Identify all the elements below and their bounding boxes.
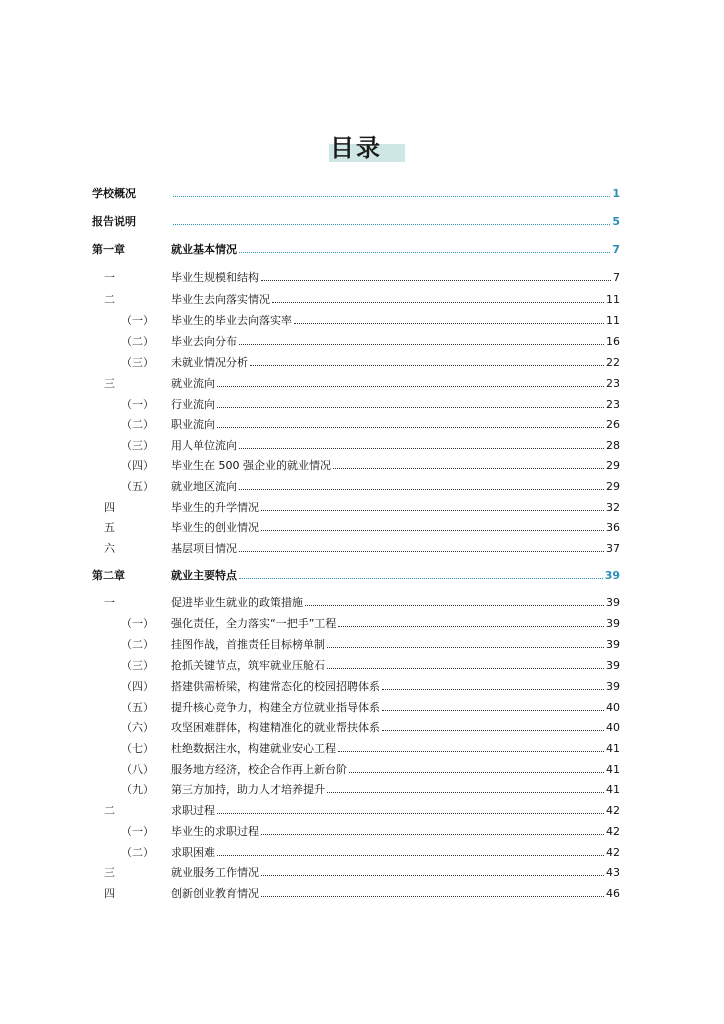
toc-entry-page: 39	[606, 638, 620, 651]
toc-entry[interactable]	[0, 291, 724, 309]
toc-leader-dots	[327, 792, 604, 793]
toc-leader-dots	[261, 510, 604, 511]
toc-entry-label: 毕业生在 500 强企业的就业情况	[171, 459, 331, 472]
toc-entry-label: 就业基本情况	[171, 243, 237, 256]
toc-entry-page: 40	[606, 721, 620, 734]
toc-entry-number: （三）	[121, 659, 154, 672]
toc-entry[interactable]	[0, 678, 724, 696]
toc-entry[interactable]	[0, 761, 724, 779]
toc-entry-line	[171, 213, 620, 231]
toc-entry-number: （四）	[121, 459, 154, 472]
toc-entry[interactable]	[0, 375, 724, 393]
toc-entry-line	[171, 864, 620, 882]
toc-entry[interactable]	[0, 333, 724, 351]
toc-entry-number: （一）	[121, 617, 154, 630]
toc-entry-page: 23	[606, 398, 620, 411]
toc-entry[interactable]	[0, 354, 724, 372]
toc-entry-label: 挂图作战，首推责任目标榜单制	[171, 638, 325, 651]
toc-leader-dots	[239, 448, 604, 449]
toc-entry-number: 一	[104, 271, 115, 284]
toc-entry-number: 六	[104, 542, 115, 555]
toc-entry-number: （一）	[121, 825, 154, 838]
toc-entry-line	[171, 615, 620, 633]
toc-entry-label: 抢抓关键节点，筑牢就业压舱石	[171, 659, 325, 672]
toc-leader-dots	[338, 626, 604, 627]
toc-title-wrap	[0, 128, 724, 164]
toc-leader-dots	[250, 365, 604, 366]
toc-leader-dots	[261, 530, 604, 531]
toc-entry-page: 42	[606, 825, 620, 838]
toc-entry-number: 四	[104, 887, 115, 900]
toc-leader-dots	[261, 875, 604, 876]
toc-entry-number: （四）	[121, 680, 154, 693]
toc-entry[interactable]	[0, 781, 724, 799]
toc-entry[interactable]	[0, 416, 724, 434]
toc-entry-label: 搭建供需桥梁，构建常态化的校园招聘体系	[171, 680, 380, 693]
toc-entry-page: 36	[606, 521, 620, 534]
toc-entry-page: 39	[606, 659, 620, 672]
toc-entry-page: 23	[606, 377, 620, 390]
toc-entry-number: （一）	[121, 398, 154, 411]
toc-entry[interactable]	[0, 594, 724, 612]
toc-entry-page: 7	[612, 243, 620, 256]
toc-entry-label: 行业流向	[171, 398, 215, 411]
toc-entry[interactable]	[0, 499, 724, 517]
toc-entry-page: 39	[604, 569, 620, 582]
toc-entry-number: 二	[104, 293, 115, 306]
toc-entry-label: 毕业生的升学情况	[171, 501, 259, 514]
toc-entry-page: 11	[606, 293, 620, 306]
toc-entry-line	[171, 844, 620, 862]
toc-entry-number: 二	[104, 804, 115, 817]
toc-entry[interactable]	[0, 567, 724, 585]
toc-leader-dots	[261, 834, 604, 835]
toc-leader-dots	[382, 689, 604, 690]
toc-entry-number: （二）	[121, 638, 154, 651]
toc-entry-number: 学校概况	[92, 187, 136, 200]
toc-entry-label: 用人单位流向	[171, 439, 237, 452]
toc-entry-page: 1	[612, 187, 620, 200]
toc-entry-number: （二）	[121, 846, 154, 859]
toc-entry-page: 11	[606, 314, 620, 327]
toc-entry-label: 职业流向	[171, 418, 215, 431]
toc-entry-line	[171, 636, 620, 654]
toc-entry-page: 43	[606, 866, 620, 879]
toc-entry[interactable]	[0, 885, 724, 903]
toc-entry-page: 39	[606, 596, 620, 609]
toc-leader-dots	[327, 668, 604, 669]
toc-entry-page: 46	[606, 887, 620, 900]
toc-entry[interactable]	[0, 185, 724, 203]
toc-entry-line	[171, 719, 620, 737]
toc-entry-label: 杜绝数据注水，构建就业安心工程	[171, 742, 336, 755]
toc-entry-line	[171, 540, 620, 558]
toc-entry-page: 29	[606, 459, 620, 472]
toc-entry-label: 求职过程	[171, 804, 215, 817]
toc-entry-label: 攻坚困难群体，构建精准化的就业帮扶体系	[171, 721, 380, 734]
toc-entry-number: 五	[104, 521, 115, 534]
toc-entry-line	[171, 478, 620, 496]
toc-leader-dots	[239, 489, 604, 490]
toc-entry[interactable]	[0, 478, 724, 496]
toc-entry[interactable]	[0, 213, 724, 231]
toc-entry-label: 毕业生规模和结构	[171, 271, 259, 284]
toc-entry-number: 一	[104, 596, 115, 609]
toc-leader-dots	[239, 551, 604, 552]
toc-entry-line	[171, 802, 620, 820]
toc-entry-line	[171, 396, 620, 414]
toc-entry-label: 就业服务工作情况	[171, 866, 259, 879]
toc-entry-label: 第三方加持，助力人才培养提升	[171, 783, 325, 796]
toc-leader-dots	[349, 772, 604, 773]
toc-entry-number: （二）	[121, 418, 154, 431]
toc-entry-number: 三	[104, 866, 115, 879]
toc-entry-page: 5	[612, 215, 620, 228]
toc-entry[interactable]	[0, 437, 724, 455]
toc-leader-dots	[382, 730, 604, 731]
toc-entry-number: （八）	[121, 763, 154, 776]
toc-entry-number: 三	[104, 377, 115, 390]
toc-leader-dots	[217, 386, 604, 387]
toc-entry-line	[171, 375, 620, 393]
toc-entry-page: 26	[606, 418, 620, 431]
toc-entry[interactable]	[0, 457, 724, 475]
toc-entry-page: 42	[606, 846, 620, 859]
toc-entry-line	[171, 567, 620, 585]
toc-entry[interactable]	[0, 864, 724, 882]
toc-entry-line	[171, 740, 620, 758]
toc-entry-label: 毕业生的创业情况	[171, 521, 259, 534]
toc-leader-dots	[333, 468, 604, 469]
toc-entry-number: （一）	[121, 314, 154, 327]
toc-entry-page: 41	[606, 763, 620, 776]
toc-entry-label: 提升核心竞争力，构建全方位就业指导体系	[171, 701, 380, 714]
page-title: 目录	[330, 134, 382, 162]
toc-entry[interactable]	[0, 615, 724, 633]
toc-entry-label: 毕业生去向落实情况	[171, 293, 270, 306]
toc-leader-dots	[338, 751, 604, 752]
toc-entry-page: 37	[606, 542, 620, 555]
toc-entry-line	[171, 185, 620, 203]
toc-entry[interactable]	[0, 396, 724, 414]
toc-entry-label: 创新创业教育情况	[171, 887, 259, 900]
toc-entry-page: 41	[606, 783, 620, 796]
toc-leader-dots	[217, 855, 604, 856]
toc-entry-line	[171, 885, 620, 903]
toc-entry-line	[171, 594, 620, 612]
toc-leader-dots	[382, 710, 604, 711]
toc-entry[interactable]	[0, 540, 724, 558]
toc-leader-dots	[327, 647, 604, 648]
toc-entry-line	[171, 312, 620, 330]
toc-entry-label: 未就业情况分析	[171, 356, 248, 369]
toc-entry-label: 毕业生的毕业去向落实率	[171, 314, 292, 327]
toc-entry-line	[171, 499, 620, 517]
toc-leader-dots	[294, 323, 604, 324]
toc-entry-line	[171, 699, 620, 717]
toc-entry-number: 第二章	[92, 569, 125, 582]
toc-entry-line	[171, 354, 620, 372]
toc-entry-label: 就业流向	[171, 377, 215, 390]
toc-leader-dots	[217, 407, 604, 408]
toc-entry-page: 41	[606, 742, 620, 755]
toc-entry-label: 促进毕业生就业的政策措施	[171, 596, 303, 609]
toc-entry-line	[171, 519, 620, 537]
toc-entry-label: 毕业去向分布	[171, 335, 237, 348]
toc-entry-label: 就业地区流向	[171, 480, 237, 493]
toc-entry[interactable]	[0, 719, 724, 737]
toc-leader-dots	[217, 427, 604, 428]
toc-entry-line	[171, 657, 620, 675]
toc-entry[interactable]	[0, 269, 724, 287]
toc-entry-number: （七）	[121, 742, 154, 755]
toc-entry-page: 40	[606, 701, 620, 714]
toc-entry-line	[171, 241, 620, 259]
toc-entry-line	[171, 823, 620, 841]
toc-entry-number: （三）	[121, 356, 154, 369]
toc-entry-page: 7	[613, 271, 620, 284]
toc-entry-line	[171, 291, 620, 309]
toc-entry-page: 28	[606, 439, 620, 452]
toc-entry-line	[171, 761, 620, 779]
toc-entry[interactable]	[0, 312, 724, 330]
toc-entry-number: 报告说明	[92, 215, 136, 228]
toc-entry[interactable]	[0, 823, 724, 841]
toc-leader-dots	[305, 605, 604, 606]
toc-leader-dots	[239, 252, 610, 253]
toc-entry[interactable]	[0, 636, 724, 654]
toc-leader-dots	[173, 196, 610, 197]
toc-entry-page: 16	[606, 335, 620, 348]
toc-entry-label: 基层项目情况	[171, 542, 237, 555]
toc-entry-number: （六）	[121, 721, 154, 734]
toc-entry-number: 四	[104, 501, 115, 514]
toc-entry-page: 22	[606, 356, 620, 369]
toc-entry-line	[171, 269, 620, 287]
toc-entry[interactable]	[0, 802, 724, 820]
toc-entry-page: 42	[606, 804, 620, 817]
toc-entry-page: 39	[606, 617, 620, 630]
toc-entry-line	[171, 437, 620, 455]
toc-entry-line	[171, 333, 620, 351]
toc-leader-dots	[239, 344, 604, 345]
toc-entry-line	[171, 781, 620, 799]
toc-entry-number: （九）	[121, 783, 154, 796]
toc-entry[interactable]	[0, 657, 724, 675]
toc-entry-number: （五）	[121, 701, 154, 714]
toc-entry-line	[171, 678, 620, 696]
toc-leader-dots	[261, 280, 611, 281]
toc-leader-dots	[261, 896, 604, 897]
toc-entry-line	[171, 457, 620, 475]
toc-entry[interactable]	[0, 740, 724, 758]
toc-entry-number: （三）	[121, 439, 154, 452]
toc-leader-dots	[173, 224, 610, 225]
toc-leader-dots	[272, 302, 604, 303]
toc-entry-page: 32	[606, 501, 620, 514]
toc-entry[interactable]	[0, 699, 724, 717]
toc-entry-label: 就业主要特点	[171, 569, 237, 582]
toc-entry-page: 39	[606, 680, 620, 693]
toc-entry-page: 29	[606, 480, 620, 493]
toc-entry[interactable]	[0, 519, 724, 537]
toc-entry-label: 求职困难	[171, 846, 215, 859]
toc-entry-number: 第一章	[92, 243, 125, 256]
toc-leader-dots	[239, 578, 603, 579]
toc-entry[interactable]	[0, 844, 724, 862]
toc-leader-dots	[217, 813, 604, 814]
toc-entry-line	[171, 416, 620, 434]
toc-entry[interactable]	[0, 241, 724, 259]
toc-entry-label: 毕业生的求职过程	[171, 825, 259, 838]
toc-entry-label: 强化责任，全力落实“一把手”工程	[171, 617, 337, 630]
toc-entry-number: （五）	[121, 480, 154, 493]
toc-entry-label: 服务地方经济，校企合作再上新台阶	[171, 763, 347, 776]
toc-entry-number: （二）	[121, 335, 154, 348]
